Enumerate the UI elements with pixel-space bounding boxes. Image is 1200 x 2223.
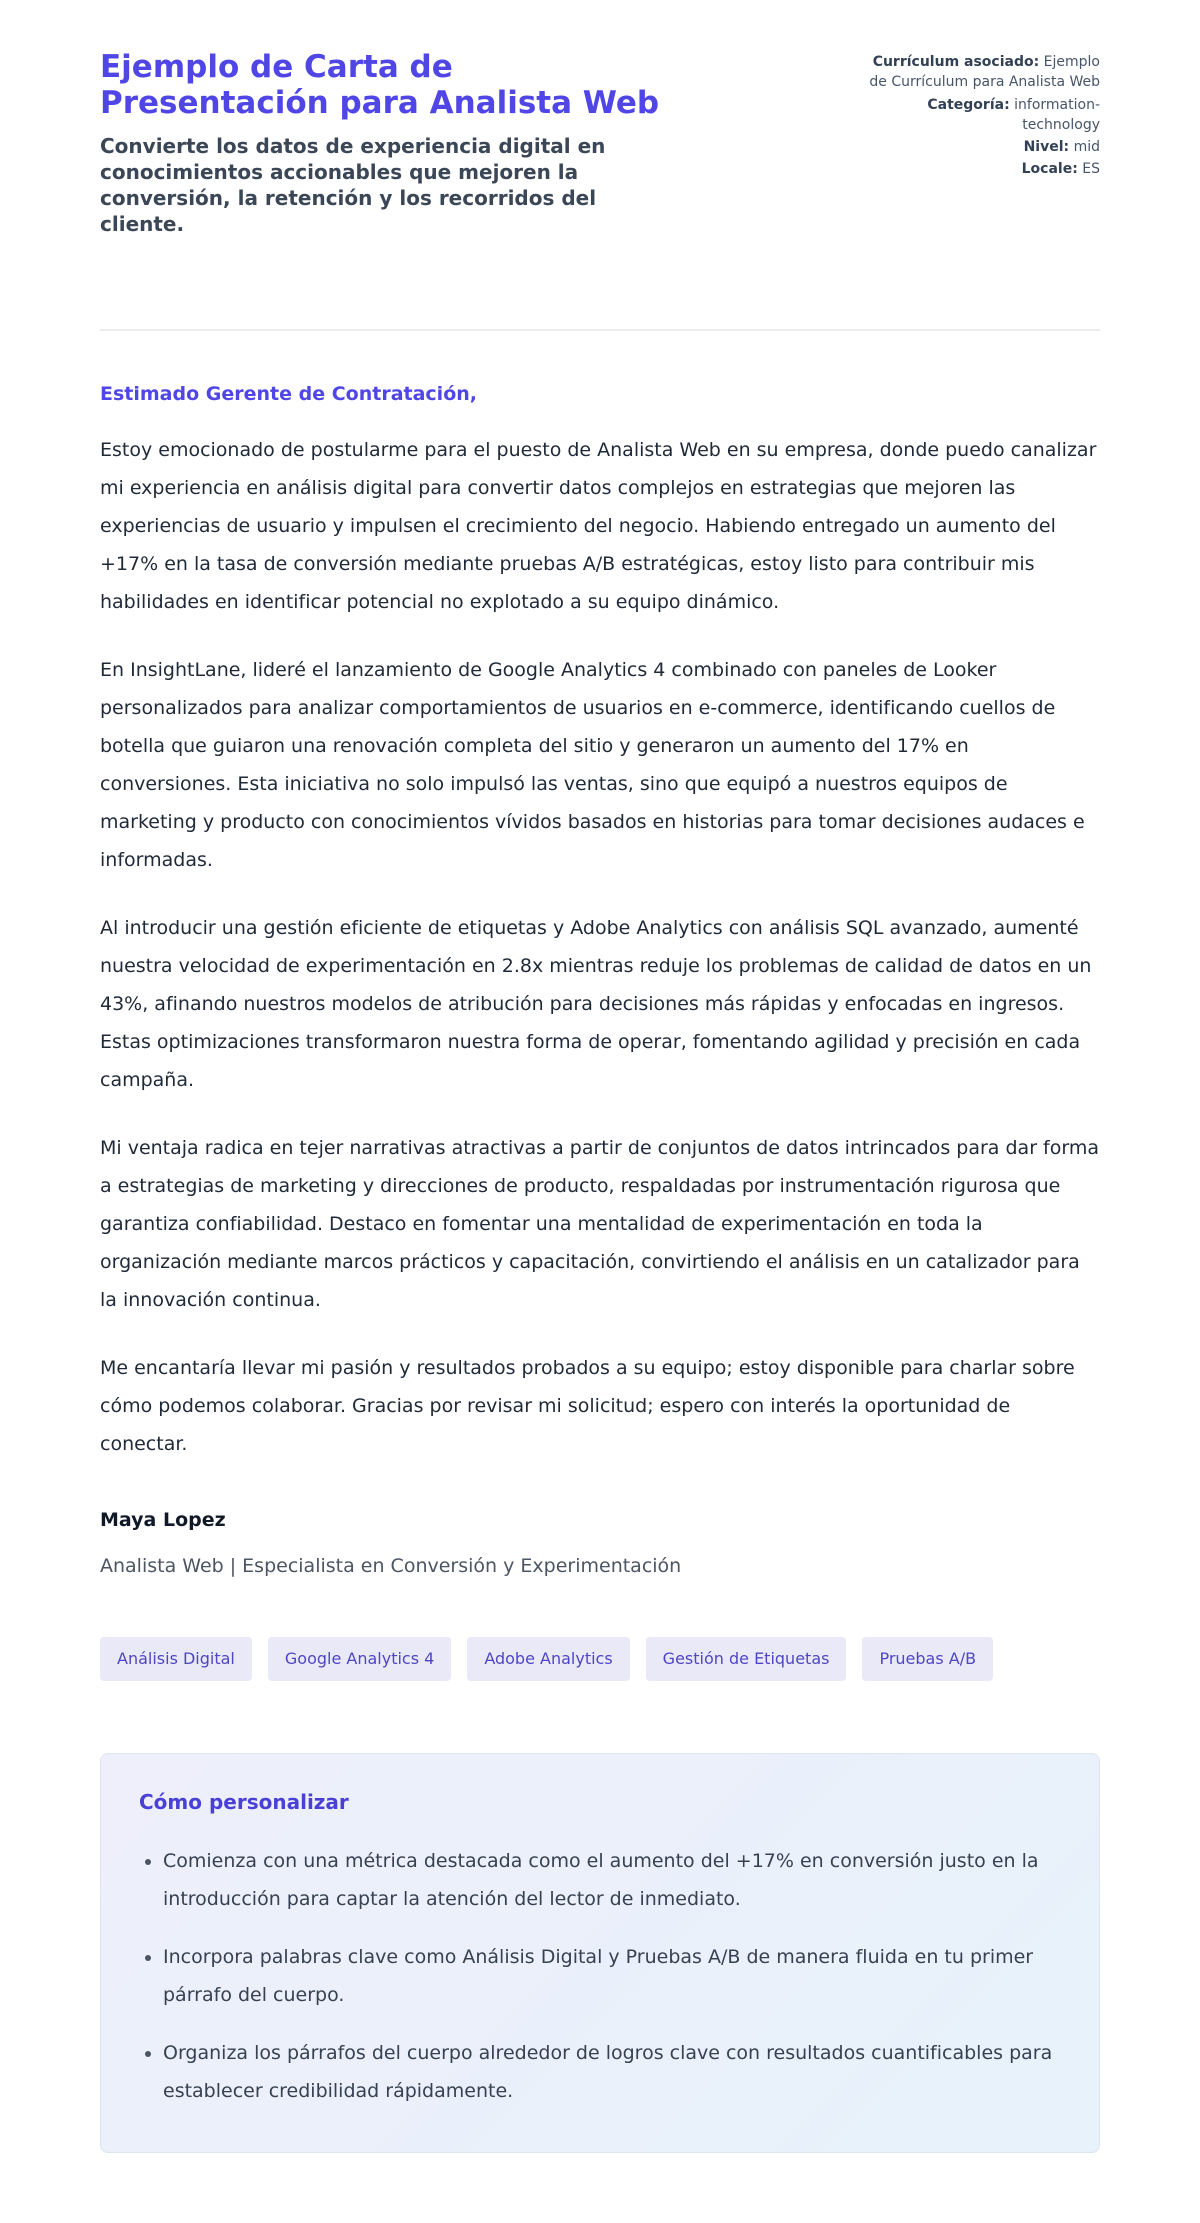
meta-level bbox=[865, 137, 1100, 157]
document-metadata bbox=[865, 50, 1100, 182]
tips-list bbox=[139, 1842, 1061, 2110]
meta-category-label: Categoría: bbox=[927, 96, 1010, 113]
header-title-block bbox=[100, 50, 659, 237]
skill-tag[interactable]: Análisis Digital bbox=[100, 1637, 252, 1681]
page-title-line-1: Ejemplo de Carta de bbox=[100, 49, 453, 85]
signature-role: Analista Web | Especialista en Conversión y Experimentación bbox=[100, 1555, 682, 1578]
letter-paragraph: Mi ventaja radica en tejer narrativas atractivas a partir de conjuntos de datos intrincados para dar forma a estrategias de marketing y direcciones de producto, respaldadas por instrumentación rigurosa que garantiza confiabilidad. Destaco en fomentar una mentalidad de experimentación en toda la organización mediante marcos prácticos y capacitación, convirtiendo el análisis en un catalizador para la innovación continua. bbox=[100, 1137, 1099, 1312]
tip-item: • Organiza los párrafos del cuerpo alrededor de logros clave con resultados cuantificables para establecer credibilidad rápidamente. bbox=[163, 2034, 1061, 2110]
meta-level-label: Nivel: bbox=[1023, 139, 1070, 156]
meta-locale-label: Locale: bbox=[1021, 161, 1078, 178]
skill-tag[interactable]: Pruebas A/B bbox=[862, 1637, 993, 1681]
customization-tips-box bbox=[100, 1753, 1100, 2153]
meta-category-value: information-technology bbox=[1014, 96, 1100, 133]
meta-locale-value: ES bbox=[1082, 161, 1100, 178]
skill-tag[interactable]: Gestión de Etiquetas bbox=[646, 1637, 847, 1681]
page-container bbox=[100, 0, 1100, 2223]
letter-greeting: Estimado Gerente de Contratación, bbox=[100, 383, 477, 406]
tip-item: • Comienza con una métrica destacada como el aumento del +17% en conversión justo en la introducción para captar la atención del lector de inmediato. bbox=[163, 1842, 1061, 1918]
page-title bbox=[100, 50, 659, 121]
cover-letter-body bbox=[100, 383, 1100, 1577]
meta-associated-resume-value: Ejemplo de Currículum para Analista Web bbox=[869, 54, 1100, 91]
tips-heading: Cómo personalizar bbox=[139, 1790, 349, 1815]
tip-item: • Incorpora palabras clave como Análisis Digital y Pruebas A/B de manera fluida en tu primer párrafo del cuerpo. bbox=[163, 1938, 1061, 2014]
signature-name: Maya Lopez bbox=[100, 1509, 226, 1532]
meta-locale bbox=[865, 159, 1100, 179]
meta-associated-resume-label: Currículum asociado: bbox=[872, 54, 1040, 70]
letter-paragraph: Me encantaría llevar mi pasión y resultados probados a su equipo; estoy disponible para charlar sobre cómo podemos colaborar. Gracias por revisar mi solicitud; espero con interés la oportunidad de conectar. bbox=[100, 1357, 1075, 1456]
page-subtitle: Convierte los datos de experiencia digital en conocimientos accionables que mejoren la conversión, la retención y los recorridos del cliente. bbox=[100, 134, 606, 237]
meta-level-value: mid bbox=[1073, 139, 1100, 156]
page-title-line-2: Presentación para Analista Web bbox=[100, 84, 660, 121]
letter-paragraph: En InsightLane, lideré el lanzamiento de Google Analytics 4 combinado con paneles de Looker personalizados para analizar comportamientos de usuarios en e-commerce, identificando cuellos de botella que guiaron una renovación completa del sitio y generaron un aumento del 17% en conversiones. Esta iniciativa no solo impulsó las ventas, sino que equipó a nuestros equipos de marketing y producto con conocimientos vívidos basados en historias para tomar decisiones audaces e informadas. bbox=[100, 659, 1085, 872]
skill-tag[interactable]: Adobe Analytics bbox=[467, 1637, 629, 1681]
header bbox=[100, 50, 1100, 237]
header-divider bbox=[100, 329, 1100, 331]
letter-paragraph: Al introducir una gestión eficiente de etiquetas y Adobe Analytics con análisis SQL avanzado, aumenté nuestra velocidad de experimentación en 2.8x mientras reduje los problemas de calidad de datos en un 43%, afinando nuestros modelos de atribución para decisiones más rápidas y enfocadas en ingresos. Estas optimizaciones transformaron nuestra forma de operar, fomentando agilidad y precisión en cada campaña. bbox=[100, 917, 1092, 1092]
skill-tags bbox=[100, 1637, 1100, 1681]
letter-paragraph: Estoy emocionado de postularme para el puesto de Analista Web en su empresa, donde puedo canalizar mi experiencia en análisis digital para convertir datos complejos en estrategias que mejoren las experiencias de usuario y impulsen el crecimiento del negocio. Habiendo entregado un aumento del +17% en la tasa de conversión mediante pruebas A/B estratégicas, estoy listo para contribuir mis habilidades en identificar potencial no explotado a su equipo dinámico. bbox=[100, 439, 1097, 614]
skill-tag[interactable]: Google Analytics 4 bbox=[268, 1637, 451, 1681]
meta-associated-resume bbox=[865, 52, 1100, 93]
meta-category bbox=[865, 95, 1100, 136]
